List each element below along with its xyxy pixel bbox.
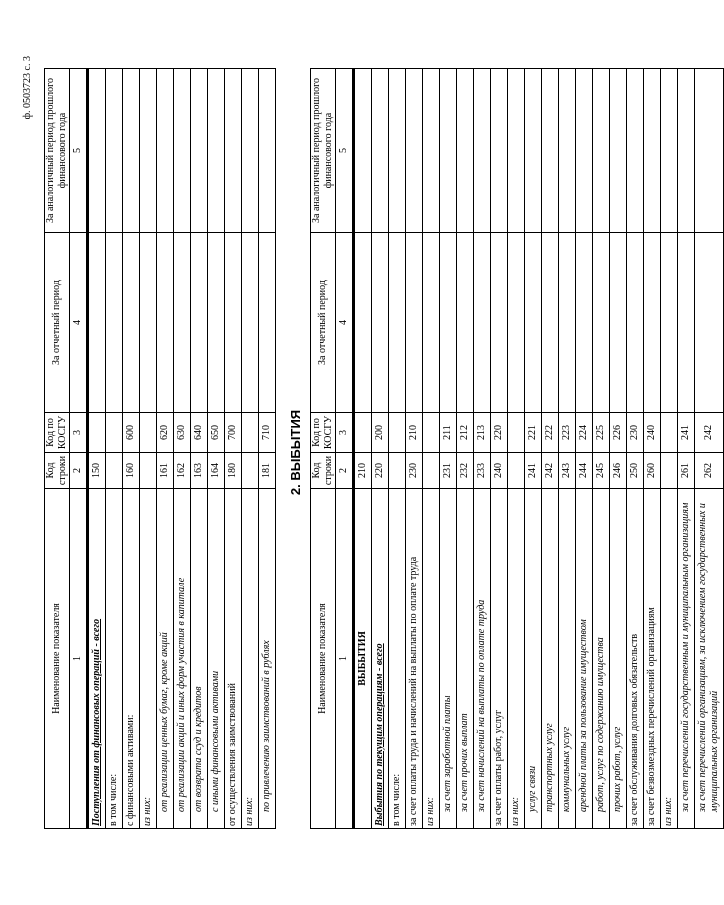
row-code: 181 bbox=[259, 453, 276, 489]
header-current: За отчетный период bbox=[311, 233, 336, 413]
row-code bbox=[389, 453, 406, 489]
row-kosgu: 221 bbox=[525, 413, 542, 453]
table-row bbox=[644, 69, 661, 829]
row-kosgu bbox=[423, 413, 440, 453]
row-code bbox=[661, 453, 678, 489]
row-label: с финансовыми активами: bbox=[123, 489, 140, 829]
row-kosgu bbox=[242, 413, 259, 453]
row-kosgu bbox=[88, 413, 106, 453]
row-kosgu: 230 bbox=[627, 413, 644, 453]
row-current-value bbox=[106, 233, 123, 413]
row-current-value bbox=[576, 233, 593, 413]
row-prior-value bbox=[372, 69, 389, 233]
row-label: Выбытия по текущим операциям - всего bbox=[372, 489, 389, 829]
row-label: от реализации акций и иных форм участия в капитале bbox=[174, 489, 191, 829]
row-prior-value bbox=[440, 69, 457, 233]
row-code: 261 bbox=[678, 453, 695, 489]
row-code bbox=[508, 453, 525, 489]
row-prior-value bbox=[88, 69, 106, 233]
table-row bbox=[508, 69, 525, 829]
row-prior-value bbox=[610, 69, 627, 233]
row-label: Поступления от финансовых операций - всего bbox=[88, 489, 106, 829]
row-label: в том числе: bbox=[389, 489, 406, 829]
row-label: работ, услуг по содержанию имущества bbox=[593, 489, 610, 829]
row-current-value bbox=[627, 233, 644, 413]
row-prior-value bbox=[242, 69, 259, 233]
row-kosgu: 700 bbox=[225, 413, 242, 453]
row-kosgu: 240 bbox=[644, 413, 661, 453]
row-prior-value bbox=[593, 69, 610, 233]
table2-body bbox=[354, 69, 724, 829]
row-kosgu: 211 bbox=[440, 413, 457, 453]
row-current-value bbox=[174, 233, 191, 413]
row-prior-value bbox=[106, 69, 123, 233]
row-current-value bbox=[678, 233, 695, 413]
row-prior-value bbox=[559, 69, 576, 233]
index-cell: 5 bbox=[336, 69, 354, 233]
row-prior-value bbox=[695, 69, 724, 233]
table-row bbox=[661, 69, 678, 829]
row-current-value bbox=[140, 233, 157, 413]
row-kosgu: 710 bbox=[259, 413, 276, 453]
row-label: ВЫБЫТИЯ bbox=[354, 489, 372, 829]
row-code: 161 bbox=[157, 453, 174, 489]
row-kosgu: 220 bbox=[491, 413, 508, 453]
row-code: 180 bbox=[225, 453, 242, 489]
row-code bbox=[140, 453, 157, 489]
row-current-value bbox=[372, 233, 389, 413]
row-kosgu: 223 bbox=[559, 413, 576, 453]
row-current-value bbox=[88, 233, 106, 413]
row-code: 245 bbox=[593, 453, 610, 489]
row-code: 233 bbox=[474, 453, 491, 489]
row-current-value bbox=[225, 233, 242, 413]
row-kosgu bbox=[389, 413, 406, 453]
index-cell: 3 bbox=[70, 413, 88, 453]
table-row bbox=[627, 69, 644, 829]
table-row bbox=[695, 69, 724, 829]
table-row bbox=[474, 69, 491, 829]
row-current-value bbox=[491, 233, 508, 413]
row-current-value bbox=[440, 233, 457, 413]
row-kosgu: 210 bbox=[406, 413, 423, 453]
table-row bbox=[406, 69, 423, 829]
row-current-value bbox=[695, 233, 724, 413]
row-label: из них: bbox=[242, 489, 259, 829]
row-kosgu: 640 bbox=[191, 413, 208, 453]
row-code: 163 bbox=[191, 453, 208, 489]
row-current-value bbox=[593, 233, 610, 413]
row-label: коммунальных услуг bbox=[559, 489, 576, 829]
row-current-value bbox=[559, 233, 576, 413]
form-code: ф. 0503723 с. 3 bbox=[22, 56, 33, 120]
row-current-value bbox=[208, 233, 225, 413]
header-prior: За аналогичный период прошлого финансового года bbox=[45, 69, 70, 233]
row-code: 232 bbox=[457, 453, 474, 489]
row-code: 242 bbox=[542, 453, 559, 489]
row-current-value bbox=[457, 233, 474, 413]
row-label: за счет перечислений государственным и муниципальным организациям bbox=[678, 489, 695, 829]
table-row bbox=[542, 69, 559, 829]
row-code bbox=[423, 453, 440, 489]
table-row bbox=[610, 69, 627, 829]
row-prior-value bbox=[678, 69, 695, 233]
row-prior-value bbox=[174, 69, 191, 233]
row-prior-value bbox=[406, 69, 423, 233]
table-row bbox=[259, 69, 276, 829]
row-code: 231 bbox=[440, 453, 457, 489]
row-current-value bbox=[191, 233, 208, 413]
table-row bbox=[106, 69, 123, 829]
row-code: 162 bbox=[174, 453, 191, 489]
row-code: 240 bbox=[491, 453, 508, 489]
table-row bbox=[354, 69, 372, 829]
row-kosgu: 630 bbox=[174, 413, 191, 453]
row-label: прочих работ, услуг bbox=[610, 489, 627, 829]
header-name: Наименование показателя bbox=[45, 489, 70, 829]
table-row bbox=[157, 69, 174, 829]
row-current-value bbox=[610, 233, 627, 413]
index-cell: 4 bbox=[70, 233, 88, 413]
row-label: транспортных услуг bbox=[542, 489, 559, 829]
row-kosgu: 200 bbox=[372, 413, 389, 453]
row-label: от возврата ссуд и кредитов bbox=[191, 489, 208, 829]
table-row bbox=[593, 69, 610, 829]
row-label: услуг связи bbox=[525, 489, 542, 829]
row-current-value bbox=[389, 233, 406, 413]
row-kosgu bbox=[508, 413, 525, 453]
row-code: 244 bbox=[576, 453, 593, 489]
index-cell: 2 bbox=[336, 453, 354, 489]
row-prior-value bbox=[457, 69, 474, 233]
row-code: 243 bbox=[559, 453, 576, 489]
row-prior-value bbox=[208, 69, 225, 233]
row-label: в том числе: bbox=[106, 489, 123, 829]
row-prior-value bbox=[542, 69, 559, 233]
table-row bbox=[140, 69, 157, 829]
row-prior-value bbox=[389, 69, 406, 233]
row-kosgu: 225 bbox=[593, 413, 610, 453]
table-disbursements bbox=[310, 68, 724, 829]
index-cell: 2 bbox=[70, 453, 88, 489]
table-row bbox=[491, 69, 508, 829]
row-prior-value bbox=[140, 69, 157, 233]
row-kosgu bbox=[140, 413, 157, 453]
row-code: 160 bbox=[123, 453, 140, 489]
row-current-value bbox=[661, 233, 678, 413]
row-kosgu: 600 bbox=[123, 413, 140, 453]
row-code: 150 bbox=[88, 453, 106, 489]
row-current-value bbox=[423, 233, 440, 413]
index-cell: 1 bbox=[336, 489, 354, 829]
row-code: 230 bbox=[406, 453, 423, 489]
row-code: 164 bbox=[208, 453, 225, 489]
header-prior: За аналогичный период прошлого финансового года bbox=[311, 69, 336, 233]
row-kosgu: 213 bbox=[474, 413, 491, 453]
row-code bbox=[106, 453, 123, 489]
table-row bbox=[208, 69, 225, 829]
table-row bbox=[242, 69, 259, 829]
row-code: 220 bbox=[372, 453, 389, 489]
table-row bbox=[88, 69, 106, 829]
row-current-value bbox=[259, 233, 276, 413]
row-label: из них: bbox=[140, 489, 157, 829]
row-code: 210 bbox=[354, 453, 372, 489]
row-label: за счет начислений на выплаты по оплате труда bbox=[474, 489, 491, 829]
row-current-value bbox=[508, 233, 525, 413]
header-current: За отчетный период bbox=[45, 233, 70, 413]
row-prior-value bbox=[423, 69, 440, 233]
row-label: от осуществления заимствований bbox=[225, 489, 242, 829]
row-current-value bbox=[242, 233, 259, 413]
row-current-value bbox=[157, 233, 174, 413]
row-code: 246 bbox=[610, 453, 627, 489]
table-financial-receipts bbox=[44, 68, 276, 829]
row-label: с иными финансовыми активами bbox=[208, 489, 225, 829]
index-cell: 1 bbox=[70, 489, 88, 829]
table1-body bbox=[88, 69, 276, 829]
row-current-value bbox=[354, 233, 372, 413]
header-kosgu: Код по КОСГУ bbox=[311, 413, 336, 453]
table-row bbox=[423, 69, 440, 829]
header-name: Наименование показателя bbox=[311, 489, 336, 829]
table-row bbox=[225, 69, 242, 829]
row-kosgu: 241 bbox=[678, 413, 695, 453]
row-prior-value bbox=[508, 69, 525, 233]
row-kosgu bbox=[354, 413, 372, 453]
row-current-value bbox=[542, 233, 559, 413]
header-code: Код строки bbox=[311, 453, 336, 489]
table-row bbox=[678, 69, 695, 829]
section-title: 2. ВЫБЫТИЯ bbox=[288, 409, 303, 496]
table-row bbox=[440, 69, 457, 829]
row-label: за счет оплаты работ, услуг bbox=[491, 489, 508, 829]
row-current-value bbox=[644, 233, 661, 413]
header-kosgu: Код по КОСГУ bbox=[45, 413, 70, 453]
row-label: за счет прочих выплат bbox=[457, 489, 474, 829]
index-cell: 3 bbox=[336, 413, 354, 453]
row-prior-value bbox=[491, 69, 508, 233]
row-code: 241 bbox=[525, 453, 542, 489]
row-current-value bbox=[123, 233, 140, 413]
row-prior-value bbox=[354, 69, 372, 233]
row-prior-value bbox=[123, 69, 140, 233]
row-label: за счет оплаты труда и начислений на выплаты по оплате труда bbox=[406, 489, 423, 829]
row-label: арендной платы за пользование имуществом bbox=[576, 489, 593, 829]
row-label: за счет безвозмездных перечислений организациям bbox=[644, 489, 661, 829]
row-code: 262 bbox=[695, 453, 724, 489]
table-row bbox=[123, 69, 140, 829]
row-prior-value bbox=[661, 69, 678, 233]
row-kosgu: 212 bbox=[457, 413, 474, 453]
row-prior-value bbox=[525, 69, 542, 233]
row-prior-value bbox=[474, 69, 491, 233]
index-cell: 5 bbox=[70, 69, 88, 233]
row-prior-value bbox=[576, 69, 593, 233]
table-row bbox=[191, 69, 208, 829]
row-code: 250 bbox=[627, 453, 644, 489]
row-kosgu: 620 bbox=[157, 413, 174, 453]
row-label: за счет заработной платы bbox=[440, 489, 457, 829]
row-label: за счет обслуживания долговых обязательств bbox=[627, 489, 644, 829]
table-row bbox=[457, 69, 474, 829]
row-current-value bbox=[474, 233, 491, 413]
table-row bbox=[389, 69, 406, 829]
row-label: по привлечению заимствований в рублях bbox=[259, 489, 276, 829]
row-code: 260 bbox=[644, 453, 661, 489]
row-prior-value bbox=[259, 69, 276, 233]
row-kosgu: 242 bbox=[695, 413, 724, 453]
row-kosgu: 226 bbox=[610, 413, 627, 453]
table-row bbox=[525, 69, 542, 829]
row-kosgu: 650 bbox=[208, 413, 225, 453]
table-row bbox=[576, 69, 593, 829]
row-label: из них: bbox=[423, 489, 440, 829]
row-code bbox=[242, 453, 259, 489]
row-current-value bbox=[525, 233, 542, 413]
index-cell: 4 bbox=[336, 233, 354, 413]
row-label: от реализации ценных бумаг, кроме акций bbox=[157, 489, 174, 829]
row-prior-value bbox=[191, 69, 208, 233]
row-prior-value bbox=[644, 69, 661, 233]
row-label: за счет перечислений организациям, за исключением государственных и муниципальных организаций bbox=[695, 489, 724, 829]
row-prior-value bbox=[157, 69, 174, 233]
row-kosgu: 222 bbox=[542, 413, 559, 453]
row-prior-value bbox=[225, 69, 242, 233]
table-row bbox=[372, 69, 389, 829]
header-code: Код строки bbox=[45, 453, 70, 489]
table-row bbox=[174, 69, 191, 829]
row-kosgu bbox=[106, 413, 123, 453]
row-current-value bbox=[406, 233, 423, 413]
row-kosgu: 224 bbox=[576, 413, 593, 453]
row-label: из них: bbox=[661, 489, 678, 829]
row-label: из них: bbox=[508, 489, 525, 829]
row-prior-value bbox=[627, 69, 644, 233]
table-row bbox=[559, 69, 576, 829]
row-kosgu bbox=[661, 413, 678, 453]
